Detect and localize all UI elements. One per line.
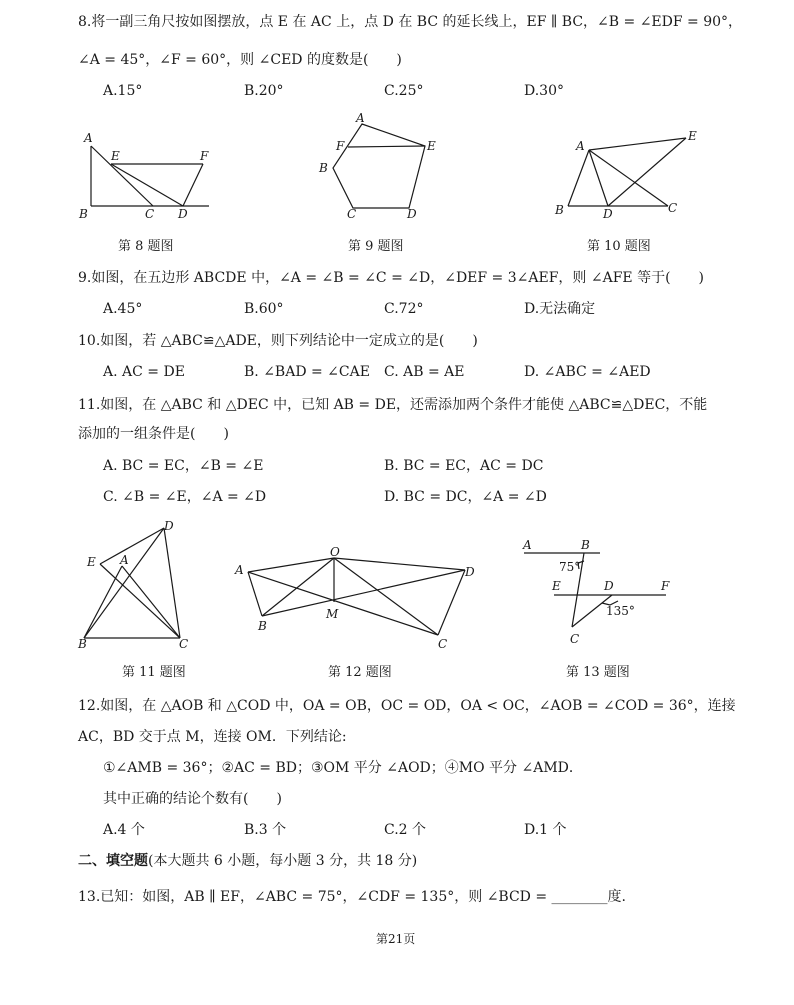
q12-option-b: B.3 个 bbox=[244, 822, 287, 838]
fig13-label: B bbox=[581, 538, 590, 552]
q12-line2: AC，BD 交于点 M，连接 OM．下列结论: bbox=[78, 729, 347, 745]
q11-option-a: A. BC = EC，∠B = ∠E bbox=[103, 458, 264, 474]
fig12-label: O bbox=[330, 545, 340, 559]
fig10-label: C bbox=[668, 201, 678, 215]
q10-option-b: B. ∠BAD = ∠CAE bbox=[244, 364, 370, 380]
fig11-label: A bbox=[120, 553, 129, 567]
caption-fig9: 第 9 题图 bbox=[348, 239, 404, 254]
fig13-label: D bbox=[604, 579, 614, 593]
fig9-label: B bbox=[319, 161, 328, 175]
figure-12 bbox=[230, 540, 480, 652]
q11-line2: 添加的一组条件是( ) bbox=[78, 426, 229, 442]
q9-line1: 9.如图，在五边形 ABCDE 中，∠A = ∠B = ∠C = ∠D，∠DEF = 3∠AEF，则 ∠AFE 等于( ) bbox=[78, 270, 705, 286]
q9-option-b: B.60° bbox=[244, 301, 284, 317]
fig10-label: B bbox=[555, 203, 564, 217]
fig12-label: C bbox=[438, 637, 448, 651]
fig8-segment bbox=[91, 146, 153, 206]
fig9-pentagon bbox=[333, 124, 425, 208]
page-number: 第21页 bbox=[376, 932, 416, 946]
fig9-segment-ef bbox=[348, 146, 425, 147]
q10-line1: 10.如图，若 △ABC≌△ADE，则下列结论中一定成立的是( ) bbox=[78, 333, 478, 349]
fig13-label: E bbox=[552, 579, 561, 593]
fig10-segment bbox=[589, 150, 608, 206]
fig11-segment bbox=[100, 564, 180, 638]
q11-option-c: C. ∠B = ∠E，∠A = ∠D bbox=[103, 489, 267, 505]
fig10-label: A bbox=[576, 139, 585, 153]
figure-13 bbox=[520, 535, 680, 650]
fig12-segment bbox=[334, 558, 465, 570]
fig10-segment bbox=[568, 150, 589, 206]
q8-option-a: A.15° bbox=[103, 83, 143, 99]
fig11-segment bbox=[100, 528, 164, 564]
q12-option-d: D.1 个 bbox=[524, 822, 567, 838]
q11-option-d: D. BC = DC，∠A = ∠D bbox=[384, 489, 547, 505]
caption-fig12: 第 12 题图 bbox=[328, 665, 392, 680]
q11-option-b: B. BC = EC，AC = DC bbox=[384, 458, 544, 474]
fig12-label: M bbox=[326, 607, 339, 621]
fig8-label: E bbox=[111, 149, 120, 163]
q10-option-d: D. ∠ABC = ∠AED bbox=[524, 364, 651, 380]
q8-option-b: B.20° bbox=[244, 83, 284, 99]
fig13-label: C bbox=[570, 632, 580, 646]
q12-line1: 12.如图，在 △AOB 和 △COD 中，OA = OB，OC = OD，OA < OC，∠AOB = ∠COD = 36°，连接 bbox=[78, 698, 736, 714]
fig8-label: B bbox=[79, 207, 88, 221]
fig9-label: E bbox=[427, 139, 436, 153]
q12-option-a: A.4 个 bbox=[103, 822, 145, 838]
q13-line1: 13.已知：如图，AB ∥ EF，∠ABC = 75°，∠CDF = 135°，则 ∠BCD = ________度. bbox=[78, 889, 626, 905]
fig10-label: D bbox=[603, 207, 613, 221]
fig12-segment bbox=[438, 570, 465, 635]
figure-10 bbox=[550, 128, 710, 223]
caption-fig8: 第 8 题图 bbox=[118, 239, 174, 254]
fig13-label: 135° bbox=[606, 604, 635, 618]
fig8-label: D bbox=[178, 207, 188, 221]
fig12-segment bbox=[248, 572, 262, 616]
fig9-label: D bbox=[407, 207, 417, 221]
q9-option-d: D.无法确定 bbox=[524, 301, 596, 317]
figure-9 bbox=[315, 112, 445, 224]
fig12-segment bbox=[248, 572, 438, 635]
fig10-label: E bbox=[688, 129, 697, 143]
q12-line4: 其中正确的结论个数有( ) bbox=[103, 791, 282, 807]
fig10-segment bbox=[589, 138, 686, 150]
fig8-label: A bbox=[84, 131, 93, 145]
q8-option-d: D.30° bbox=[524, 83, 564, 99]
fig12-segment bbox=[248, 558, 334, 572]
fig13-label: A bbox=[523, 538, 532, 552]
fig11-label: E bbox=[87, 555, 96, 569]
fig12-label: B bbox=[258, 619, 267, 633]
fig8-segment bbox=[183, 164, 203, 206]
fig11-segment bbox=[84, 528, 164, 638]
fig11-segment bbox=[84, 566, 122, 638]
fig11-label: D bbox=[164, 519, 174, 533]
section-2-desc: (本大题共 6 小题，每小题 3 分，共 18 分) bbox=[148, 853, 418, 869]
fig9-label: F bbox=[336, 139, 345, 153]
q12-line3: ①∠AMB = 36°；②AC = BD；③OM 平分 ∠AOD；④MO 平分 ∠AMD． bbox=[103, 760, 583, 776]
q8-line1: 8.将一副三角尺按如图摆放，点 E 在 AC 上，点 D 在 BC 的延长线上，EF ∥ BC，∠B = ∠EDF = 90°， bbox=[78, 14, 743, 30]
caption-fig10: 第 10 题图 bbox=[587, 239, 651, 254]
fig9-label: A bbox=[356, 111, 365, 125]
q9-option-c: C.72° bbox=[384, 301, 424, 317]
fig9-label: C bbox=[347, 207, 357, 221]
q8-line2: ∠A = 45°，∠F = 60°，则 ∠CED 的度数是( ) bbox=[78, 52, 402, 68]
fig12-segment bbox=[262, 570, 465, 616]
caption-fig13: 第 13 题图 bbox=[566, 665, 630, 680]
q11-line1: 11.如图，在 △ABC 和 △DEC 中，已知 AB = DE，还需添加两个条件才能使 △ABC≌△DEC，不能 bbox=[78, 397, 708, 413]
section-2-title: 二、填空题 bbox=[78, 853, 148, 869]
q10-option-a: A. AC = DE bbox=[103, 364, 185, 380]
fig13-label: 75° bbox=[559, 560, 581, 574]
fig13-label: F bbox=[661, 579, 670, 593]
q8-option-c: C.25° bbox=[384, 83, 424, 99]
q10-option-c: C. AB = AE bbox=[384, 364, 465, 380]
fig8-label: F bbox=[200, 149, 209, 163]
fig11-label: C bbox=[179, 637, 189, 651]
section-2-header bbox=[78, 851, 417, 871]
caption-fig11: 第 11 题图 bbox=[122, 665, 186, 680]
fig8-label: C bbox=[145, 207, 155, 221]
fig10-segment bbox=[589, 150, 668, 206]
fig12-label: A bbox=[235, 563, 244, 577]
figure-8 bbox=[75, 128, 215, 228]
q9-option-a: A.45° bbox=[103, 301, 143, 317]
figure-11 bbox=[78, 520, 198, 652]
q12-option-c: C.2 个 bbox=[384, 822, 427, 838]
fig12-label: D bbox=[465, 565, 475, 579]
fig11-label: B bbox=[78, 637, 87, 651]
